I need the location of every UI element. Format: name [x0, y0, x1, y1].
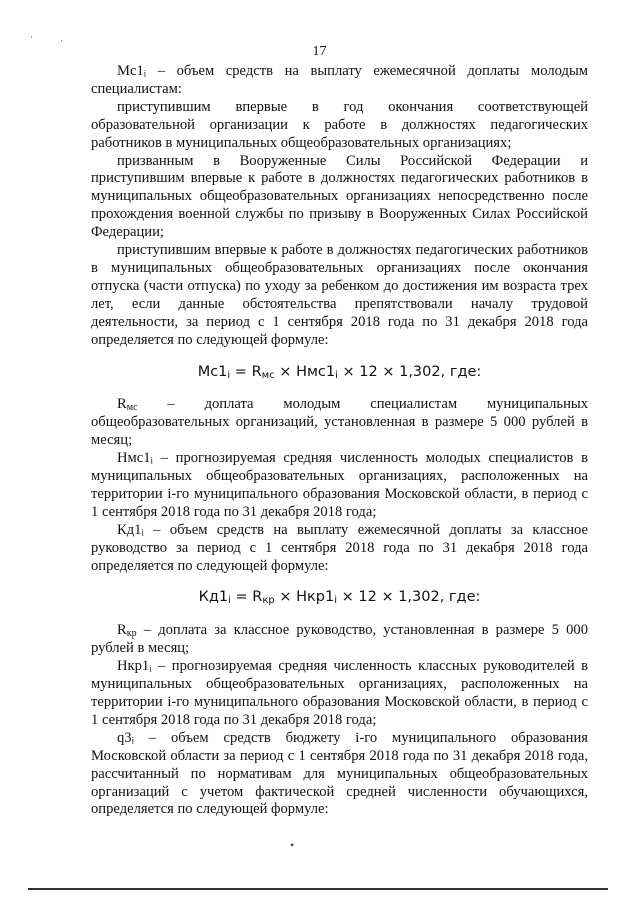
scan-speck: · — [30, 32, 33, 42]
formula-term: = R — [230, 589, 263, 606]
scan-speck: • — [290, 838, 295, 852]
paragraph: приступившим впервые в год окончания соответствующей образовательной организации к работе в должностях педагогических работников в муниципальных общеобразовательных организациях; — [91, 98, 588, 151]
formula-term: Мс1 — [197, 363, 228, 380]
paragraph-text: – доплата за классное руководство, установленная в размере 5 000 рублей в месяц; — [91, 622, 588, 657]
formula-subscript: i — [335, 369, 338, 381]
bottom-rule — [28, 888, 608, 890]
formula-term: Кд1 — [198, 589, 229, 606]
paragraph — [91, 396, 588, 450]
paragraph — [91, 622, 588, 658]
formula-term: × Нкр1 — [274, 589, 335, 606]
page-number: 17 — [312, 44, 327, 59]
formula-subscript: i — [228, 595, 231, 607]
formula-young-specialists — [91, 364, 588, 382]
document-body — [91, 63, 588, 819]
paragraph: призванным в Вооруженные Силы Российской Федерации и приступившим впервые к работе в должностях педагогических работников в муниципальных общеобразовательных организациях непосредственно после прохождения военной службы по призыву в Вооруженных Силах Российской Федерации; — [91, 152, 588, 241]
symbol: R — [117, 622, 127, 639]
symbol-subscript: кр — [126, 628, 137, 640]
formula-term: × 12 × 1,302, где: — [337, 589, 481, 606]
symbol-subscript: мс — [126, 402, 138, 414]
formula-term: × Нмс1 — [274, 363, 336, 380]
scan-speck: · — [60, 36, 63, 46]
formula-subscript: i — [227, 369, 231, 381]
paragraph: приступившим впервые к работе в должностях педагогических работников в муниципальных общеобразовательных организациях после окончания отпуска (части отпуска) по уходу за ребенком до достижения им возраста трех лет, если данные обстоятельства препятствовали началу трудовой деятельности, за период с 1 сентября 2018 года по 31 декабря 2018 года определяется по следующей формуле: — [91, 242, 588, 348]
formula-subscript: i — [334, 595, 338, 607]
paragraph-text: – доплата молодым специалистам муниципальных общеобразовательных организаций, установленная в размере 5 000 рублей в месяц; — [91, 396, 588, 449]
formula-term: = R — [230, 363, 262, 380]
paragraph: q3ᵢ – объем средств бюджету i-го муниципального образования Московской области за период с 1 сентября 2018 года по 31 декабря 2018 года, рассчитанный по нормативам для муниципальных общеобразовательных организаций с учетом фактической средней численности обучающихся, определяется по следующей формуле: — [91, 729, 588, 818]
paragraph: Нмс1ᵢ – прогнозируемая средняя численность молодых специалистов в муниципальных общеобразовательных организациях, расположенных на территории i-го муниципального образования Московской области, в период с 1 сентября 2018 года по 31 декабря 2018 года; — [91, 450, 588, 520]
symbol: R — [117, 396, 127, 413]
paragraph: Нкр1ᵢ – прогнозируемая средняя численность классных руководителей в муниципальных общеобразовательных организациях, расположенных на территории i-го муниципального образования Московской области, в период с 1 сентября 2018 года по 31 декабря 2018 года; — [91, 658, 588, 728]
formula-subscript: кр — [262, 595, 275, 607]
formula-subscript: мс — [261, 369, 275, 381]
paragraph: Кд1ᵢ – объем средств на выплату ежемесячной доплаты за классное руководство за период с 1 сентября 2018 года по 31 декабря 2018 года определяется по следующей формуле: — [91, 521, 588, 574]
formula-term: × 12 × 1,302, где: — [337, 363, 482, 380]
formula-class-supervision — [91, 589, 588, 607]
paragraph: Мс1ᵢ – объем средств на выплату ежемесячной доплаты молодым специалистам: — [91, 63, 588, 97]
